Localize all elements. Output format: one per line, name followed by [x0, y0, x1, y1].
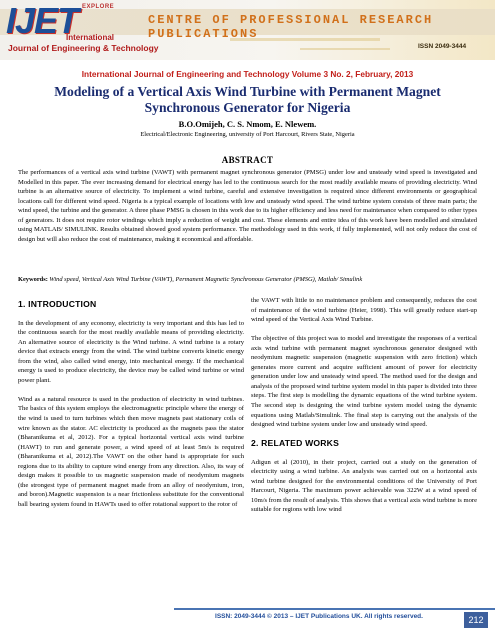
- body-paragraph: the VAWT with little to no maintenance problem and consequently, reduces the cost of maintenance of the wind turbine (Heier, 1998). This will greatly reduce start-up wind speed of the Vertical Axis Wind Turbine.: [251, 297, 477, 324]
- journal-logo: IJET: [6, 0, 79, 41]
- body-paragraph: Wind as a natural resource is used in the production of electricity in wind turbines. The basics of this system employs the electromagnetic principle where the energy of the wind is used to turn turbines which then move magnets past stationary coils of wire known as the stator. AC electricity is produced as the magnets pass the stator (Bharanikuma et al, 2012). For a typical horizontal vertical axis wind turbine (HAWT) to run and generate power, a wind speed of at least 5m/s is required (Bharanikuma et al, 2012).The VAWT on the other hand is appropriate for such regions due to its ability to capture wind energy from any direction. Also, its way of design makes it possible to us magnetic suspension made of neodymium magnets (the strongest type of permanent magnet made from an alloy of neodymium, iron, and boron).Magnetic suspension is a near frictionless substitute for the conventional ball bearing system found in HAWTs used to offer rotational support to the rotor of: [18, 395, 244, 508]
- paper-affiliation: Electrical/Electronic Engineering, university of Port Harcourt, Rivers State, Nigeria: [140, 131, 355, 138]
- paper-authors: B.O.Omijeh, C. S. Nmom, E. Nlewem.: [178, 119, 317, 129]
- journal-citation-line: International Journal of Engineering and Technology Volume 3 No. 2, February, 2013: [81, 69, 414, 79]
- banner-issn: ISSN 2049-3444: [418, 43, 467, 50]
- abstract-heading: ABSTRACT: [221, 155, 274, 165]
- keywords-text: Wind speed, Vertical Axis Wind Turbine (VAWT), Permanent Magnetic Synchronous Generator (PMSG), Matlab/ Simulink: [47, 276, 363, 283]
- body-paragraph: The objective of this project was to model and investigate the responses of a vertical axis wind turbine with permanent magnet synchronous generator designed with neodymium magnetic suspension (magnetic suspension with zero friction) which generates more current and acquire sufficient amount of power for electricity generation under low and unsteady wind speed. The method used for the design and analysis of the proposed wind turbine system model in this paper is divided into three steps. The first step is modelling the dynamic equations of the wind turbine system. The second step is designing the wind turbine system model using the dynamic equations using Matlab/Simulink. The final step is carrying out the analysis of the designed wind turbine system under low and unsteady wind speed.: [251, 335, 477, 429]
- page-footer: [174, 608, 495, 628]
- paper-title: Modeling of a Vertical Axis Wind Turbine with Permanent Magnet Synchronous Generator for Nigeria: [54, 84, 441, 115]
- keywords-label: Keywords:: [18, 276, 48, 283]
- footer-copyright: ISSN: 2049-3444 © 2013 – IJET Publications UK. All rights reserved.: [215, 613, 423, 620]
- logo-explore-text: EXPLORE: [82, 4, 115, 10]
- section-heading-introduction: 1. INTRODUCTION: [18, 299, 97, 309]
- banner-decoration: [300, 48, 390, 50]
- keywords-line: [18, 275, 477, 284]
- page-number: 212: [464, 612, 488, 628]
- banner-centre-text: CENTRE OF PROFESSIONAL RESEARCH PUBLICATIONS: [148, 13, 434, 41]
- body-paragraph: Adigun et al (2010), in their project, carried out a study on the generation of electricity using a wind turbine. An analysis was carried out on a horizontal axis wind turbine designed for the environmental conditions of the University of Port Harcourt, Nigeria. The maximum power achievable was 322W at a wind speed of 10m/s from the result of analysis. This shows that a vertical axis wind turbine is more suitable for regions with low wind: [251, 458, 477, 514]
- section-heading-related-works: 2. RELATED WORKS: [251, 438, 340, 449]
- body-paragraph: In the development of any economy, electricity is very important and this has led to the continuous search for the most readily available means of providing electricity. An alternative source of electricity is the Wind turbine. A wind turbine is a rotary device that extracts energy from the wind. The wind turbine converts kinetic energy from the wind, also called wind energy, into mechanical energy. If the mechanical energy is used to produce electricity, the device may be called wind turbine or wind power plant.: [18, 319, 244, 384]
- right-column: [251, 296, 477, 524]
- left-column: [18, 296, 244, 519]
- logo-international-text: International: [66, 33, 115, 42]
- abstract-text: The performances of a vertical axis wind turbine (VAWT) with permanent magnet synchronous generator (PMSG) under low and unsteady wind speed is investigated and Modelled in this paper. The ever increasing demand for electrical energy has led to the continuous search for the most readily available means of providing electricity. Wind turbine is an alternative source of electricity. To implement a wind turbine, careful and extensive investigation is required since different environments or geographical locations call for different wind speed. Nigeria is a typical example of locations with low and unsteady wind speed. The wind turbine system consists of three main parts; the wind speed, the turbine and the generator. A three phase PMSG is chosen in this work due to its higher efficiency and less need for maintenance when compared to other types of generators. It does not require rotor windings which imply a reduction of weight and cost. These elements and entire idea of this work have been modelled and simulated using MATLAB/ SIMULINK. Results obtained showed good system performance. The methodology used in this work, if fully implemented, will not only reduce the cost of design but will also reduce the cost of maintenance, making it economical and affordable.: [18, 169, 477, 243]
- journal-banner: [0, 0, 495, 60]
- logo-journal-text: Journal of Engineering & Technology: [8, 43, 159, 53]
